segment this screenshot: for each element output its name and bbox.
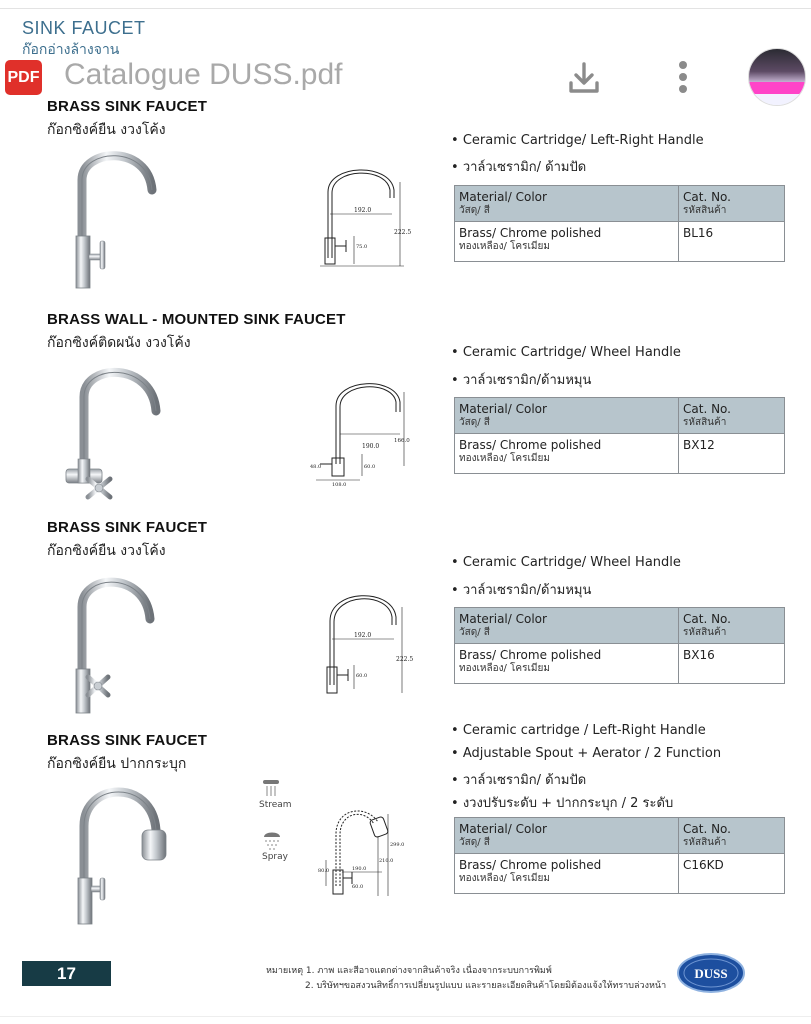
product-subtitle: ก๊อกซิงค์ยืน งวงโค้ง — [47, 122, 166, 138]
more-vert-icon[interactable] — [676, 60, 690, 96]
feature-bullet: • Ceramic Cartridge/ Wheel Handle — [451, 345, 681, 360]
product-title: BRASS SINK FAUCET — [47, 732, 208, 749]
dim-label: 190.0 — [352, 866, 367, 872]
product-title: BRASS SINK FAUCET — [47, 519, 208, 536]
pdf-file-icon: PDF — [5, 60, 42, 95]
dimension-drawing — [306, 585, 416, 700]
product-title: BRASS WALL - MOUNTED SINK FAUCET — [47, 311, 346, 328]
spec-table: Material/ Color วัสดุ/ สี Cat. No. รหัสสินค้า Brass/ Chrome polished ทองเหลือง/ โครเมียม BX16 — [454, 607, 785, 684]
mode-label: Spray — [262, 852, 288, 862]
product-subtitle: ก๊อกซิงค์ยืน งวงโค้ง — [47, 543, 166, 559]
material-value: Brass/ Chrome polished — [459, 438, 602, 452]
dimension-drawing — [306, 372, 416, 487]
dimension-drawing — [316, 800, 416, 900]
product-title: BRASS SINK FAUCET — [47, 98, 208, 115]
avatar[interactable] — [748, 48, 806, 106]
feature-bullet: • วาล์วเซรามิก/ ด้ามปัด — [451, 773, 587, 788]
dim-label: 48.0 — [310, 464, 322, 470]
section-subtitle: ก๊อกอ่างล้างจาน — [22, 42, 120, 58]
page-number: 17 — [22, 961, 111, 986]
brand-logo — [676, 952, 746, 994]
footnote: 2. บริษัทฯขอสงวนสิทธิ์การเปลี่ยนรูปแบบ และรายละเอียดสินค้าโดยมิต้องแจ้งให้ทราบล่วงหน้า — [305, 981, 667, 991]
svg-text:DUSS: DUSS — [694, 966, 728, 981]
dim-label: 210.0 — [379, 858, 394, 864]
feature-bullet: • Ceramic Cartridge/ Wheel Handle — [451, 555, 681, 570]
download-icon[interactable] — [566, 60, 602, 96]
dim-label: 222.5 — [394, 229, 412, 236]
section-title: SINK FAUCET — [22, 18, 146, 38]
cat-no-value: BL16 — [679, 222, 785, 262]
faucet-photo — [60, 565, 170, 715]
feature-bullet: • Adjustable Spout + Aerator / 2 Function — [451, 746, 722, 761]
feature-bullet: • วาล์วเซรามิก/ ด้ามปัด — [451, 160, 587, 175]
faucet-photo — [60, 140, 170, 290]
spec-table: Material/ Color วัสดุ/ สี Cat. No. รหัสสินค้า Brass/ Chrome polished ทองเหลือง/ โครเมียม BL16 — [454, 185, 785, 262]
dim-label: 299.0 — [390, 842, 405, 848]
dim-label: 192.0 — [354, 632, 372, 639]
bottom-divider — [0, 1016, 811, 1017]
dim-label: 60.0 — [356, 673, 368, 679]
stream-icon — [261, 778, 281, 798]
dim-label: 190.0 — [362, 443, 380, 450]
material-value: Brass/ Chrome polished — [459, 648, 602, 662]
cat-no-value: BX12 — [679, 434, 785, 474]
top-divider — [0, 8, 811, 9]
feature-bullet: • งวงปรับระดับ + ปากกระบุก / 2 ระดับ — [451, 796, 674, 811]
footnote: หมายเหตุ 1. ภาพ และสีอาจแตกต่างจากสินค้าจริง เนื่องจากระบบการพิมพ์ — [266, 966, 552, 976]
dim-label: 166.0 — [394, 438, 410, 444]
material-value: Brass/ Chrome polished — [459, 858, 602, 872]
dim-label: 60.0 — [364, 464, 376, 470]
product-subtitle: ก๊อกซิงค์ยืน ปากกระบุก — [47, 756, 187, 772]
dim-label: 60.0 — [352, 884, 364, 890]
cat-no-value: C16KD — [679, 854, 785, 894]
dim-label: 222.5 — [396, 656, 414, 663]
material-value: Brass/ Chrome polished — [459, 226, 602, 240]
dim-label: 108.0 — [332, 482, 347, 487]
product-subtitle: ก๊อกซิงค์ติดผนัง งวงโค้ง — [47, 335, 191, 351]
cat-no-value: BX16 — [679, 644, 785, 684]
dim-label: 192.0 — [354, 207, 372, 214]
spec-table: Material/ Color วัสดุ/ สี Cat. No. รหัสสินค้า Brass/ Chrome polished ทองเหลือง/ โครเมียม BX12 — [454, 397, 785, 474]
mode-label: Stream — [259, 800, 292, 810]
dim-label: 75.0 — [356, 244, 368, 250]
feature-bullet: • Ceramic Cartridge/ Left-Right Handle — [451, 133, 704, 148]
feature-bullet: • Ceramic cartridge / Left-Right Handle — [451, 723, 706, 738]
feature-bullet: • วาล์วเซรามิก/ด้ามหมุน — [451, 583, 592, 598]
spec-table: Material/ Color วัสดุ/ สี Cat. No. รหัสสินค้า Brass/ Chrome polished ทองเหลือง/ โครเมียม C16KD — [454, 817, 785, 894]
dimension-drawing — [306, 160, 416, 275]
dim-label: 80.0 — [318, 868, 330, 874]
feature-bullet: • วาล์วเซรามิก/ด้ามหมุน — [451, 373, 592, 388]
faucet-photo — [58, 355, 173, 505]
spray-icon — [261, 830, 283, 850]
faucet-photo — [58, 778, 178, 928]
document-title: Catalogue DUSS.pdf — [64, 58, 343, 91]
